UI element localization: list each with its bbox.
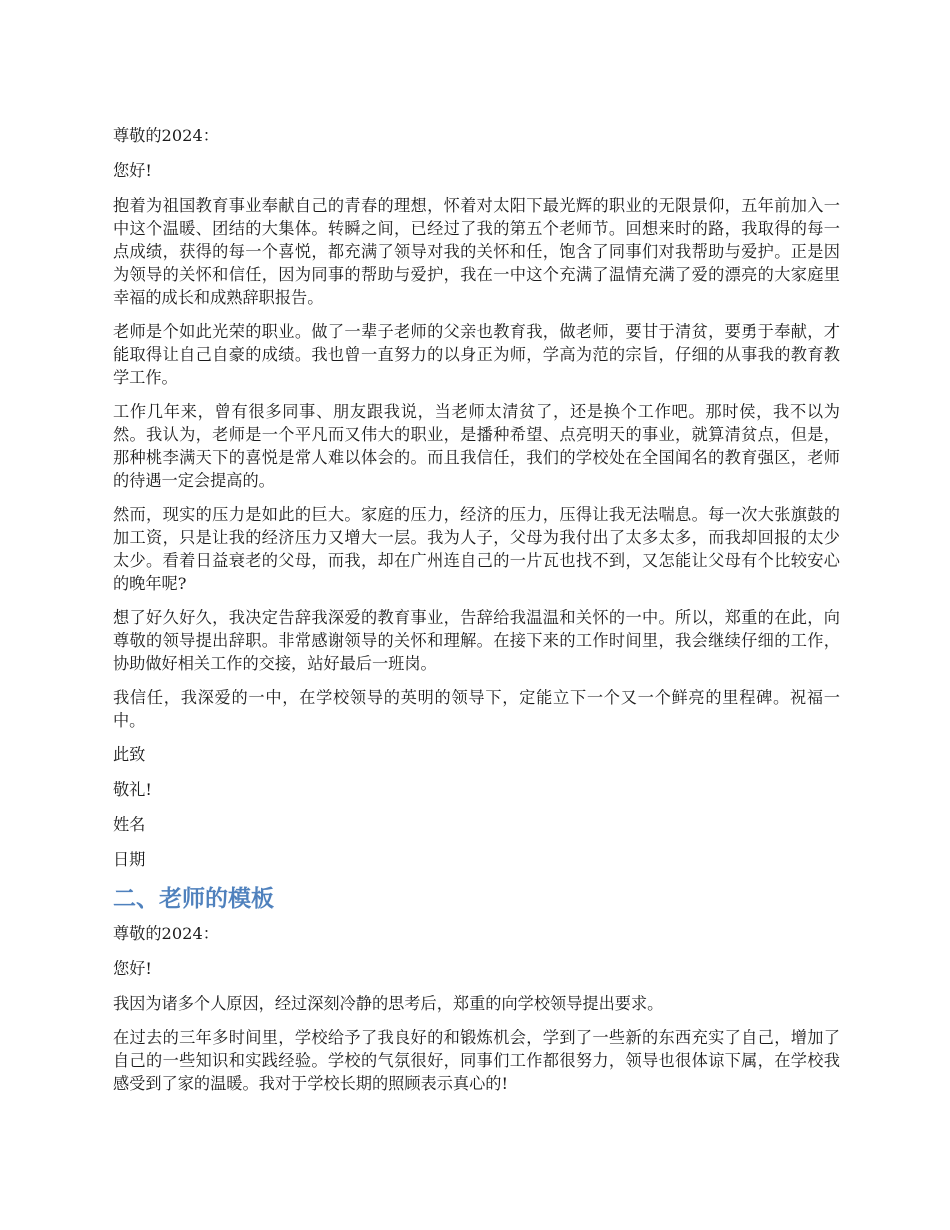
closing-line: 敬礼! bbox=[113, 780, 152, 799]
closing-line: 此致 bbox=[113, 745, 146, 764]
salutation: 尊敬的2024： bbox=[113, 924, 219, 943]
body-paragraph: 想了好久好久，我决定告辞我深爱的教育事业，告辞给我温温和关怀的一中。所以，郑重的在此，向尊敬的领导提出辞职。非常感谢领导的关怀和理解。在接下来的工作时间里，我会继续仔细的工作，协助做好相关工作的交接，站好最后一班岗。 bbox=[113, 608, 840, 673]
body-paragraph: 老师是个如此光荣的职业。做了一辈子老师的父亲也教育我，做老师，要甘于清贫，要勇于奉献，才能取得让自己自豪的成绩。我也曾一直努力的以身正为师，学高为范的宗旨，仔细的从事我的教育教学工作。 bbox=[113, 322, 840, 387]
body-paragraph: 我信任，我深爱的一中，在学校领导的英明的领导下，定能立下一个又一个鲜亮的里程碑。祝福一中。 bbox=[113, 688, 840, 730]
section-heading: 二、老师的模板 bbox=[113, 886, 274, 912]
salutation: 尊敬的2024： bbox=[113, 126, 219, 145]
signature-name: 姓名 bbox=[113, 815, 146, 834]
greeting: 您好! bbox=[113, 959, 152, 978]
body-paragraph: 然而，现实的压力是如此的巨大。家庭的压力，经济的压力，压得让我无法喘息。每一次大张旗鼓的加工资，只是让我的经济压力又增大一层。我为人子，父母为我付出了太多太多，而我却回报的太少太少。看着日益衰老的父母，而我，却在广州连自己的一片瓦也找不到，又怎能让父母有个比较安心的晚年呢? bbox=[113, 505, 840, 593]
body-paragraph: 我因为诸多个人原因，经过深刻冷静的思考后，郑重的向学校领导提出要求。 bbox=[113, 994, 664, 1013]
signature-date: 日期 bbox=[113, 850, 146, 869]
body-paragraph: 工作几年来，曾有很多同事、朋友跟我说，当老师太清贫了，还是换个工作吧。那时侯，我不以为然。我认为，老师是一个平凡而又伟大的职业，是播种希望、点亮明天的事业，就算清贫点，但是，那种桃李满天下的喜悦是常人难以体会的。而且我信任，我们的学校处在全国闻名的教育强区，老师的待遇一定会提高的。 bbox=[113, 402, 840, 490]
body-paragraph: 在过去的三年多时间里，学校给予了我良好的和锻炼机会，学到了一些新的东西充实了自己，增加了自己的一些知识和实践经验。学校的气氛很好，同事们工作都很努力，领导也很体谅下属，在学校我感受到了家的温暖。我对于学校长期的照顾表示真心的! bbox=[113, 1028, 840, 1093]
document-page bbox=[113, 124, 840, 1106]
greeting: 您好! bbox=[113, 161, 152, 180]
body-paragraph: 抱着为祖国教育事业奉献自己的青春的理想，怀着对太阳下最光辉的职业的无限景仰，五年前加入一中这个温暖、团结的大集体。转瞬之间，已经过了我的第五个老师节。回想来时的路，我取得的每一点成绩，获得的每一个喜悦，都充满了领导对我的关怀和任，饱含了同事们对我帮助与爱护。正是因为领导的关怀和信任，因为同事的帮助与爱护，我在一中这个充满了温情充满了爱的漂亮的大家庭里幸福的成长和成熟辞职报告。 bbox=[113, 196, 840, 307]
